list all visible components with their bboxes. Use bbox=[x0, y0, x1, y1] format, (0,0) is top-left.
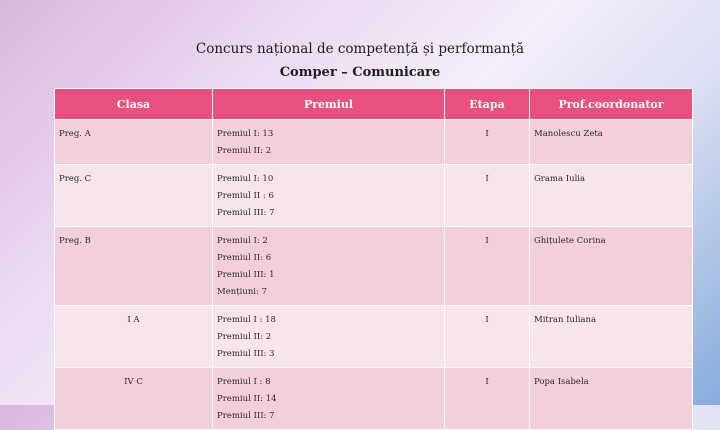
slide-subtitle: Comper – Comunicare bbox=[279, 65, 441, 80]
prize-cell bbox=[213, 368, 445, 430]
prize-line: Premiul I: 10 bbox=[217, 174, 274, 184]
prize-line: Premiul III: 3 bbox=[217, 349, 275, 359]
prize-line: Premiul I : 18 bbox=[217, 315, 276, 325]
header-stage: Etapa bbox=[445, 89, 530, 120]
table-row bbox=[55, 227, 693, 306]
teacher-cell: Mitran Iuliana bbox=[530, 306, 693, 368]
prize-line: Premiul I: 13 bbox=[217, 129, 274, 139]
table-row bbox=[55, 306, 693, 368]
class-cell: IV C bbox=[55, 368, 213, 430]
class-cell: I A bbox=[55, 306, 213, 368]
results-table bbox=[54, 88, 693, 430]
slide-title: Concurs național de competență și performanță bbox=[195, 41, 525, 57]
stage-cell: I bbox=[445, 227, 530, 306]
prize-line: Premiul III: 7 bbox=[217, 208, 275, 218]
prize-line: Premiul II: 6 bbox=[217, 253, 272, 263]
stage-cell: I bbox=[445, 368, 530, 430]
prize-line: Premiul II: 2 bbox=[217, 146, 272, 156]
stage-cell: I bbox=[445, 306, 530, 368]
class-cell: Preg. B bbox=[55, 227, 213, 306]
prize-line: Premiul I: 2 bbox=[217, 236, 268, 246]
header-class: Clasa bbox=[55, 89, 213, 120]
table-row bbox=[55, 120, 693, 165]
class-cell: Preg. A bbox=[55, 120, 213, 165]
teacher-cell: Grama Iulia bbox=[530, 165, 693, 227]
class-cell: Preg. C bbox=[55, 165, 213, 227]
header-prize: Premiul bbox=[213, 89, 445, 120]
prize-line: Premiul III: 1 bbox=[217, 270, 275, 280]
table-row bbox=[55, 165, 693, 227]
prize-line: Premiul II : 6 bbox=[217, 191, 274, 201]
prize-line: Premiul II: 2 bbox=[217, 332, 272, 342]
teacher-cell: Manolescu Zeta bbox=[530, 120, 693, 165]
prize-cell bbox=[213, 227, 445, 306]
prize-line: Premiul III: 7 bbox=[217, 411, 275, 421]
prize-cell bbox=[213, 120, 445, 165]
prize-line: Mențiuni: 7 bbox=[217, 287, 267, 297]
prize-line: Premiul II: 14 bbox=[217, 394, 277, 404]
header-teacher: Prof.coordonator bbox=[530, 89, 693, 120]
teacher-cell: Popa Isabela bbox=[530, 368, 693, 430]
prize-line: Premiul I : 8 bbox=[217, 377, 271, 387]
teacher-cell: Ghițulete Corina bbox=[530, 227, 693, 306]
stage-cell: I bbox=[445, 165, 530, 227]
table-header-row bbox=[55, 89, 693, 120]
stage-cell: I bbox=[445, 120, 530, 165]
prize-cell bbox=[213, 306, 445, 368]
prize-cell bbox=[213, 165, 445, 227]
table-row bbox=[55, 368, 693, 430]
